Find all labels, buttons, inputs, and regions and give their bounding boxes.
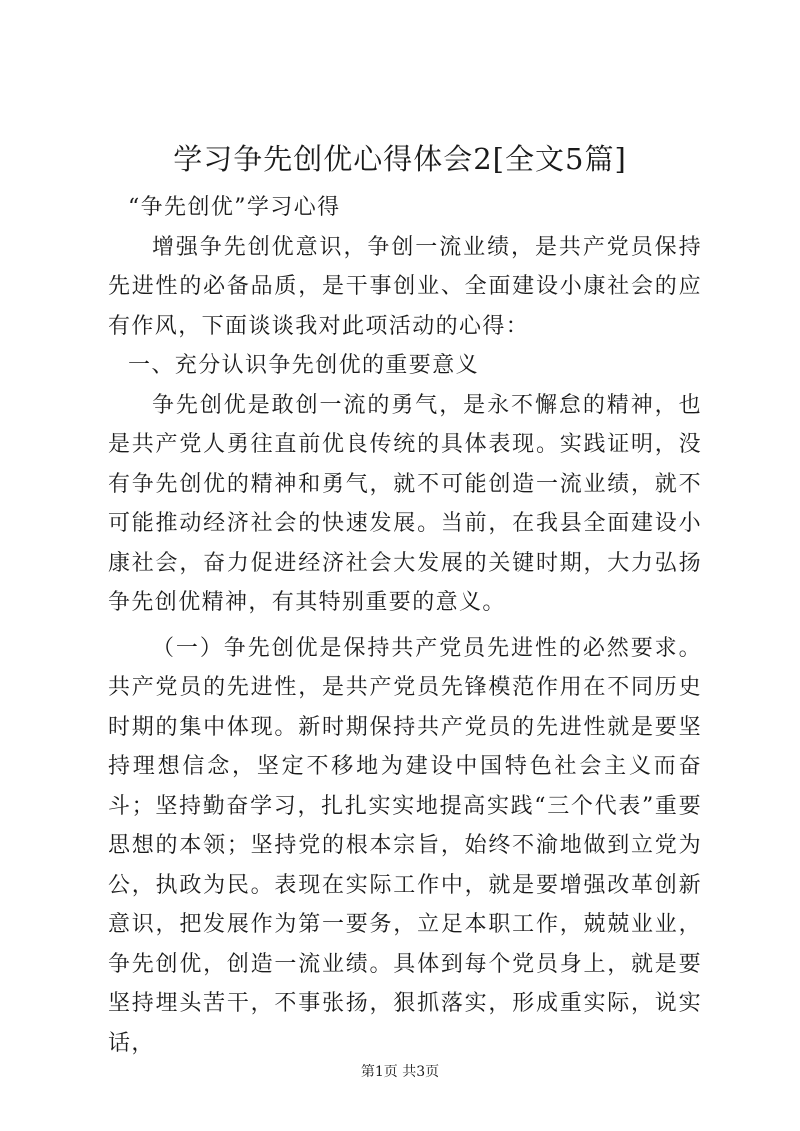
document-body [108, 188, 702, 1063]
paragraph-significance: 争先创优是敢创一流的勇气，是永不懈怠的精神，也是共产党人勇往直前优良传统的具体表现。实践证明，没有争先创优的精神和勇气，就不可能创造一流业绩，就不可能推动经济社会的快速发展。当前，在我县全面建设小康社会，奋力促进经济社会大发展的关键时期，大力弘扬争先创优精神，有其特别重要的意义。 [108, 392, 702, 615]
document-title: 学习争先创优心得体会2[全文5篇] [173, 142, 627, 176]
document-subtitle: “争先创优”学习心得 [128, 195, 341, 220]
paragraph-intro: 增强争先创优意识，争创一流业绩，是共产党员保持先进性的必备品质，是干事创业、全面建设小康社会的应有作风，下面谈谈我对此项活动的心得： [108, 234, 702, 339]
page-footer: 第1页 共3页 [360, 1064, 440, 1080]
paragraph-point-one: （一）争先创优是保持共产党员先进性的必然要求。共产党员的先进性，是共产党员先锋模范作用在不同历史时期的集中体现。新时期保持共产党员的先进性就是要坚持理想信念，坚定不移地为建设中国特色社会主义而奋斗；坚持勤奋学习，扎扎实实地提高实践“三个代表”重要思想的本领；坚持党的根本宗旨，始终不渝地做到立党为公，执政为民。表现在实际工作中，就是要增强改革创新意识，把发展作为第一要务，立足本职工作，兢兢业业，争先创优，创造一流业绩。具体到每个党员身上，就是要坚持埋头苦干，不事张扬，狠抓落实，形成重实际，说实话， [108, 635, 702, 1056]
section-heading: 一、充分认识争先创优的重要意义 [128, 353, 480, 378]
